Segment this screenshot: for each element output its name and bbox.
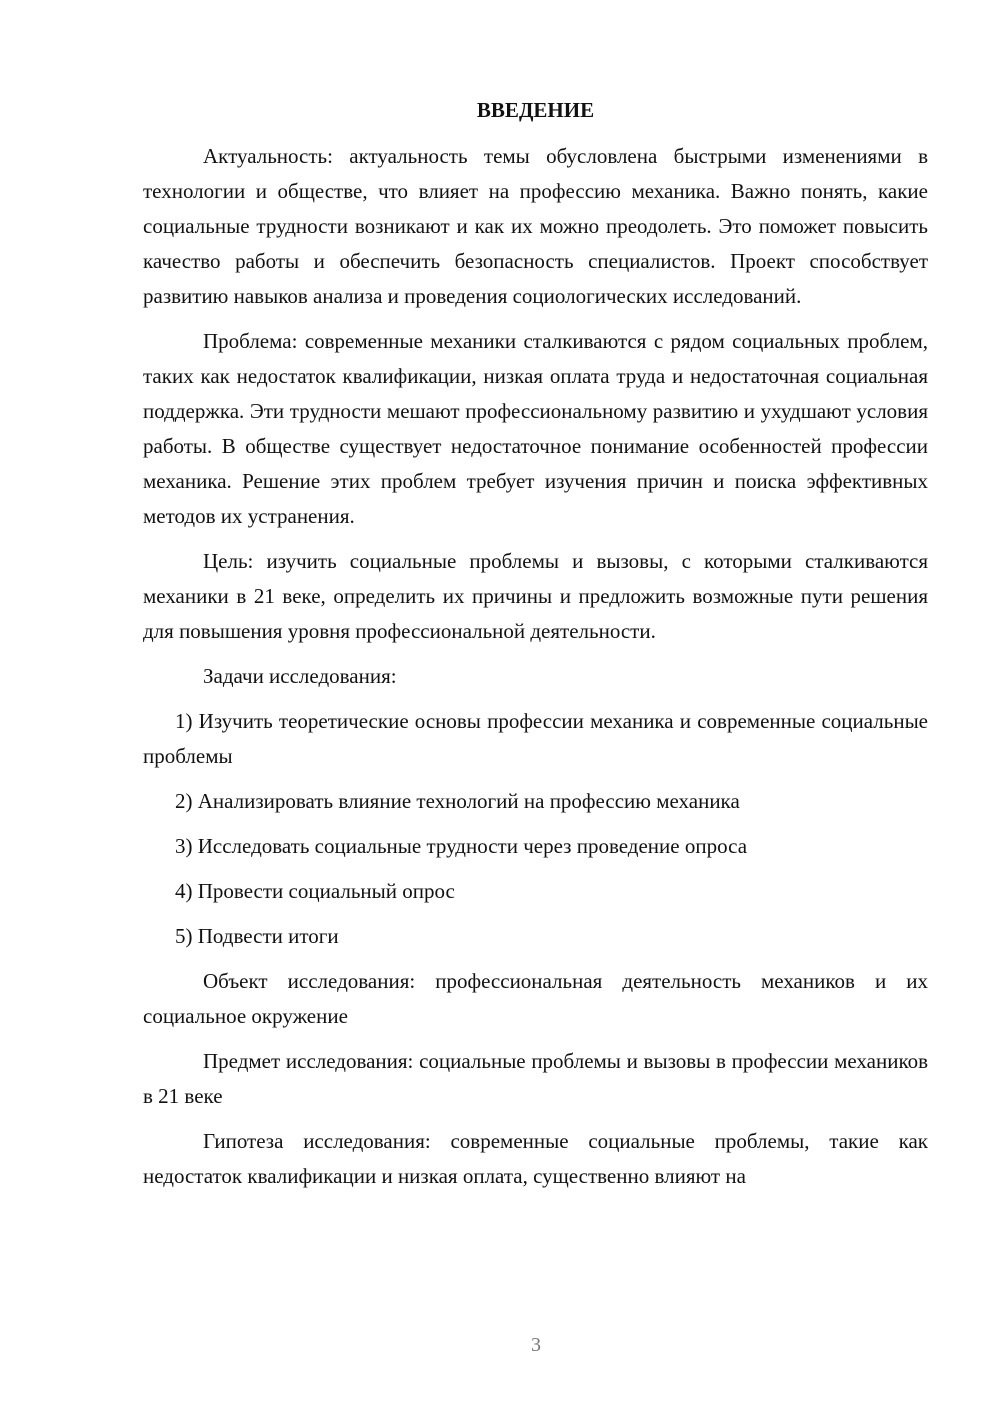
relevance-paragraph: Актуальность: актуальность темы обусловлена быстрыми изменениями в технологии и обществе, что влияет на профессию механика. Важно понять, какие социальные трудности возникают и как их можно преодолеть. Это поможет повысить качество работы и обеспечить безопасность специалистов. Проект способствует развитию навыков анализа и проведения социологических исследований.	[143, 144, 928, 308]
task-item: 3) Исследовать социальные трудности через проведение опроса	[175, 834, 748, 858]
task-item: 1) Изучить теоретические основы профессии механика и современные социальные проблемы	[143, 709, 928, 768]
subject-paragraph: Предмет исследования: социальные проблемы и вызовы в профессии механиков в 21 веке	[143, 1049, 928, 1108]
problem-paragraph: Проблема: современные механики сталкиваются с рядом социальных проблем, таких как недостаток квалификации, низкая оплата труда и недостаточная социальная поддержка. Эти трудности мешают профессиональному развитию и ухудшают условия работы. В обществе существует недостаточное понимание особенностей профессии механика. Решение этих проблем требует изучения причин и поиска эффективных методов их устранения.	[143, 329, 928, 528]
object-paragraph: Объект исследования: профессиональная деятельность механиков и их социальное окружение	[143, 969, 928, 1028]
task-item: 4) Провести социальный опрос	[175, 879, 455, 903]
tasks-label: Задачи исследования:	[203, 664, 397, 688]
task-item: 5) Подвести итоги	[175, 924, 339, 948]
task-item: 2) Анализировать влияние технологий на профессию механика	[175, 789, 740, 813]
tasks-list	[143, 704, 928, 954]
hypothesis-paragraph: Гипотеза исследования: современные социальные проблемы, такие как недостаток квалификации и низкая оплата, существенно влияют на	[143, 1129, 928, 1188]
page-body	[143, 96, 928, 1194]
section-heading: ВВЕДЕНИЕ	[476, 98, 595, 122]
goal-paragraph: Цель: изучить социальные проблемы и вызовы, с которыми сталкиваются механики в 21 веке, определить их причины и предложить возможные пути решения для повышения уровня профессиональной деятельности.	[143, 549, 928, 643]
page-number: 3	[531, 1334, 541, 1356]
